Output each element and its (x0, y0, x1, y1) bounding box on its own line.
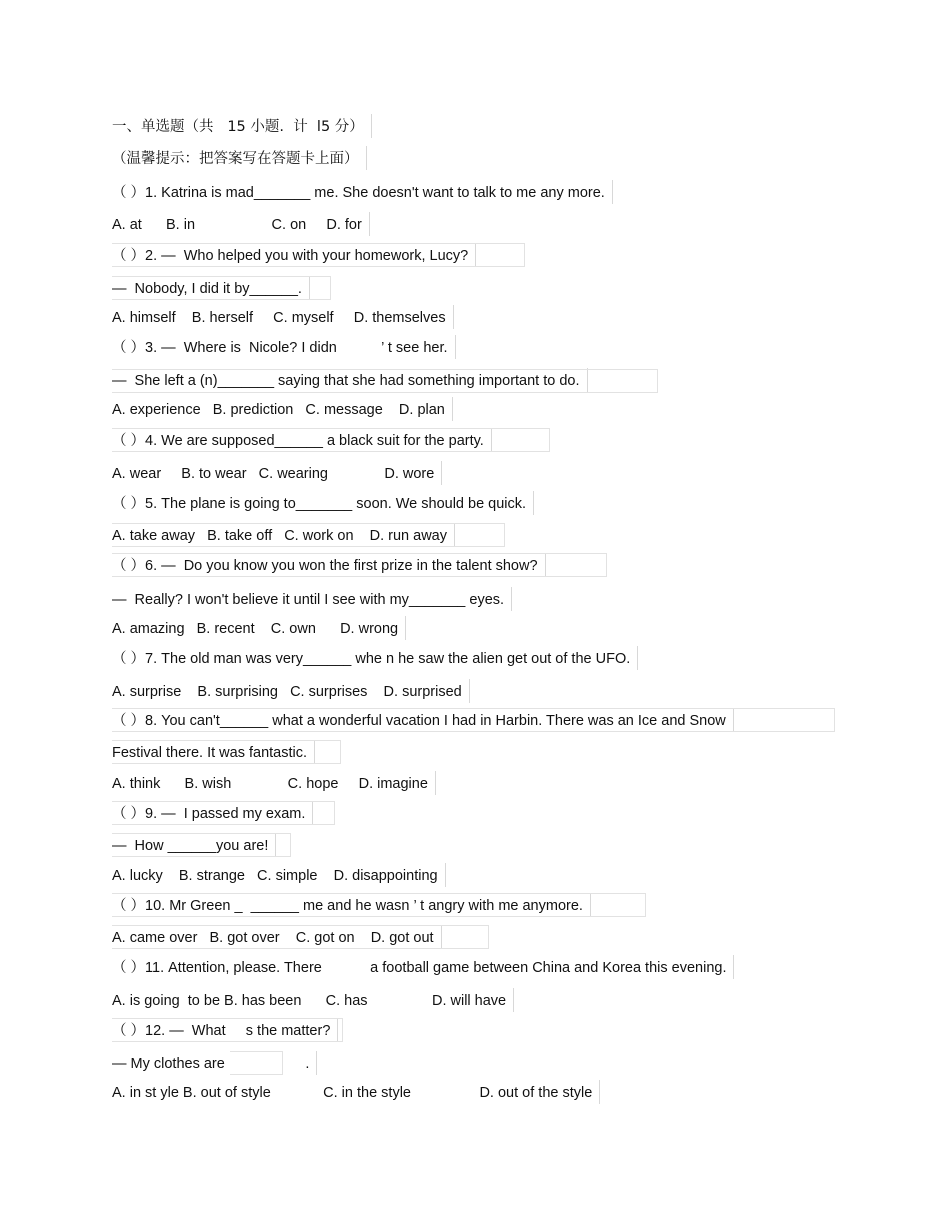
question-line: — My clothes are . (112, 1054, 309, 1074)
question-line: — How ______you are! (112, 836, 268, 856)
text-frame (112, 708, 835, 732)
text-frame (112, 893, 646, 917)
question-line: A. experience B. prediction C. message D. plan (112, 400, 445, 420)
line-divider (366, 146, 367, 170)
line-divider (316, 1051, 317, 1075)
question-line: （ ）12. — What s the matter? (112, 1021, 330, 1041)
question-line: （ ）9. — I passed my exam. (112, 804, 305, 824)
text-frame (112, 243, 525, 267)
line-divider (733, 955, 734, 979)
question-line: （ ）11. Attention, please. There a football game between China and Korea this evening. (112, 958, 726, 978)
question-line: （ ）3. — Where is Nicole? I didn ’ t see her. (112, 338, 448, 358)
question-line: — Nobody, I did it by______. (112, 279, 302, 299)
question-line: （ ）2. — Who helped you with your homework, Lucy? (112, 246, 468, 266)
question-line: A. surprise B. surprising C. surprises D. surprised (112, 682, 462, 702)
line-divider (452, 397, 453, 421)
question-line: A. think B. wish C. hope D. imagine (112, 774, 428, 794)
text-frame (112, 553, 607, 577)
section-heading: 一、单选题（共 15 小题. 计 l5 分） (112, 117, 364, 137)
question-line: Festival there. It was fantastic. (112, 743, 307, 763)
question-line: A. came over B. got over C. got on D. got out (112, 928, 434, 948)
question-line: A. take away B. take off C. work on D. run away (112, 526, 447, 546)
question-line: （ ）7. The old man was very______ whe n he saw the alien get out of the UFO. (112, 649, 630, 669)
question-line: A. amazing B. recent C. own D. wrong (112, 619, 398, 639)
line-divider (405, 616, 406, 640)
line-divider (513, 988, 514, 1012)
question-line: — She left a (n)_______ saying that she had something important to do. (112, 371, 580, 391)
question-line: （ ）5. The plane is going to_______ soon. We should be quick. (112, 494, 526, 514)
text-frame (112, 369, 658, 393)
line-divider (441, 461, 442, 485)
line-divider (371, 114, 372, 138)
question-line: （ ）1. Katrina is mad_______ me. She doesn't want to talk to me any more. (112, 183, 605, 203)
question-line: A. lucky B. strange C. simple D. disappointing (112, 866, 438, 886)
question-line: A. wear B. to wear C. wearing D. wore (112, 464, 434, 484)
question-line: A. at B. in C. on D. for (112, 215, 362, 235)
line-divider (369, 212, 370, 236)
instruction-note: （温馨提示：把答案写在答题卡上面） (112, 149, 359, 169)
text-frame (230, 1051, 283, 1075)
line-divider (435, 771, 436, 795)
line-divider (533, 491, 534, 515)
text-frame (112, 740, 341, 764)
question-line: A. himself B. herself C. myself D. themselves (112, 308, 446, 328)
text-frame (112, 801, 335, 825)
line-divider (511, 587, 512, 611)
text-frame (112, 523, 505, 547)
line-divider (455, 335, 456, 359)
text-frame (112, 833, 291, 857)
text-frame (112, 925, 489, 949)
line-divider (599, 1080, 600, 1104)
text-frame (112, 276, 331, 300)
text-frame (112, 1018, 343, 1042)
line-divider (612, 180, 613, 204)
line-divider (469, 679, 470, 703)
line-divider (637, 646, 638, 670)
question-line: — Really? I won't believe it until I see with my_______ eyes. (112, 590, 504, 610)
question-line: （ ）4. We are supposed______ a black suit for the party. (112, 431, 484, 451)
text-frame (112, 428, 550, 452)
question-line: A. in st yle B. out of style C. in the style D. out of the style (112, 1083, 592, 1103)
question-line: （ ）8. You can't______ what a wonderful vacation I had in Harbin. There was an Ice and Snow (112, 711, 726, 731)
line-divider (445, 863, 446, 887)
question-line: A. is going to be B. has been C. has D. will have (112, 991, 506, 1011)
question-line: （ ）6. — Do you know you won the first prize in the talent show? (112, 556, 538, 576)
question-line: （ ）10. Mr Green _ ______ me and he wasn ’ t angry with me anymore. (112, 896, 583, 916)
line-divider (453, 305, 454, 329)
